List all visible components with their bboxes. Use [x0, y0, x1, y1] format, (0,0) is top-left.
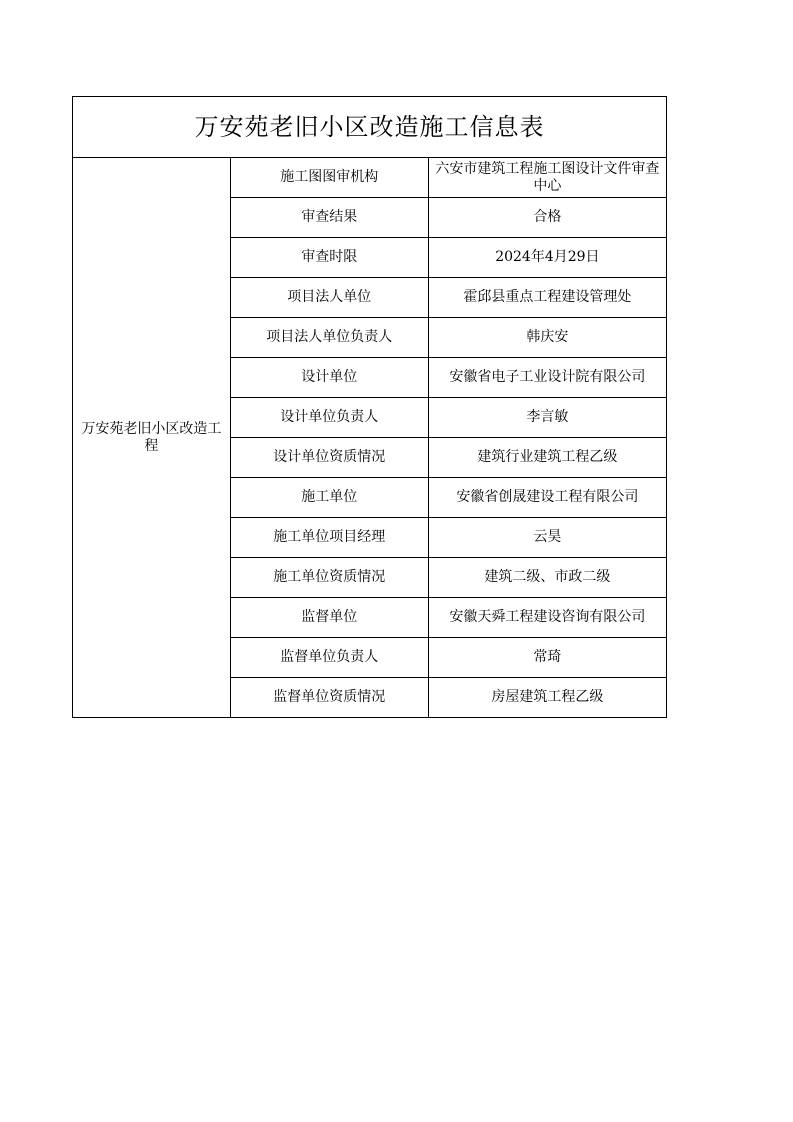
field-label: 设计单位 [230, 358, 428, 398]
project-name-cell: 万安苑老旧小区改造工程 [73, 158, 231, 718]
field-label: 设计单位资质情况 [230, 438, 428, 478]
field-value: 安徽省电子工业设计院有限公司 [428, 358, 666, 398]
field-label: 项目法人单位负责人 [230, 318, 428, 358]
table-row [73, 158, 667, 198]
field-label: 施工图图审机构 [230, 158, 428, 198]
field-label: 设计单位负责人 [230, 398, 428, 438]
field-value: 房屋建筑工程乙级 [428, 678, 666, 718]
field-value: 云昊 [428, 518, 666, 558]
field-label: 监督单位 [230, 598, 428, 638]
field-label: 施工单位资质情况 [230, 558, 428, 598]
field-value: 建筑二级、市政二级 [428, 558, 666, 598]
field-label: 施工单位项目经理 [230, 518, 428, 558]
field-label: 项目法人单位 [230, 278, 428, 318]
field-value: 常琦 [428, 638, 666, 678]
field-value: 安徽省创晟建设工程有限公司 [428, 478, 666, 518]
table-title: 万安苑老旧小区改造施工信息表 [73, 97, 667, 158]
field-value: 韩庆安 [428, 318, 666, 358]
title-row [73, 97, 667, 158]
field-label: 施工单位 [230, 478, 428, 518]
field-value: 安徽天舜工程建设咨询有限公司 [428, 598, 666, 638]
field-label: 审查时限 [230, 238, 428, 278]
field-label: 监督单位负责人 [230, 638, 428, 678]
field-value: 2024年4月29日 [428, 238, 666, 278]
construction-info-table [72, 96, 667, 718]
field-value: 建筑行业建筑工程乙级 [428, 438, 666, 478]
field-label: 监督单位资质情况 [230, 678, 428, 718]
field-label: 审查结果 [230, 198, 428, 238]
field-value: 霍邱县重点工程建设管理处 [428, 278, 666, 318]
field-value: 合格 [428, 198, 666, 238]
field-value: 李言敏 [428, 398, 666, 438]
field-value: 六安市建筑工程施工图设计文件审查中心 [428, 158, 666, 198]
